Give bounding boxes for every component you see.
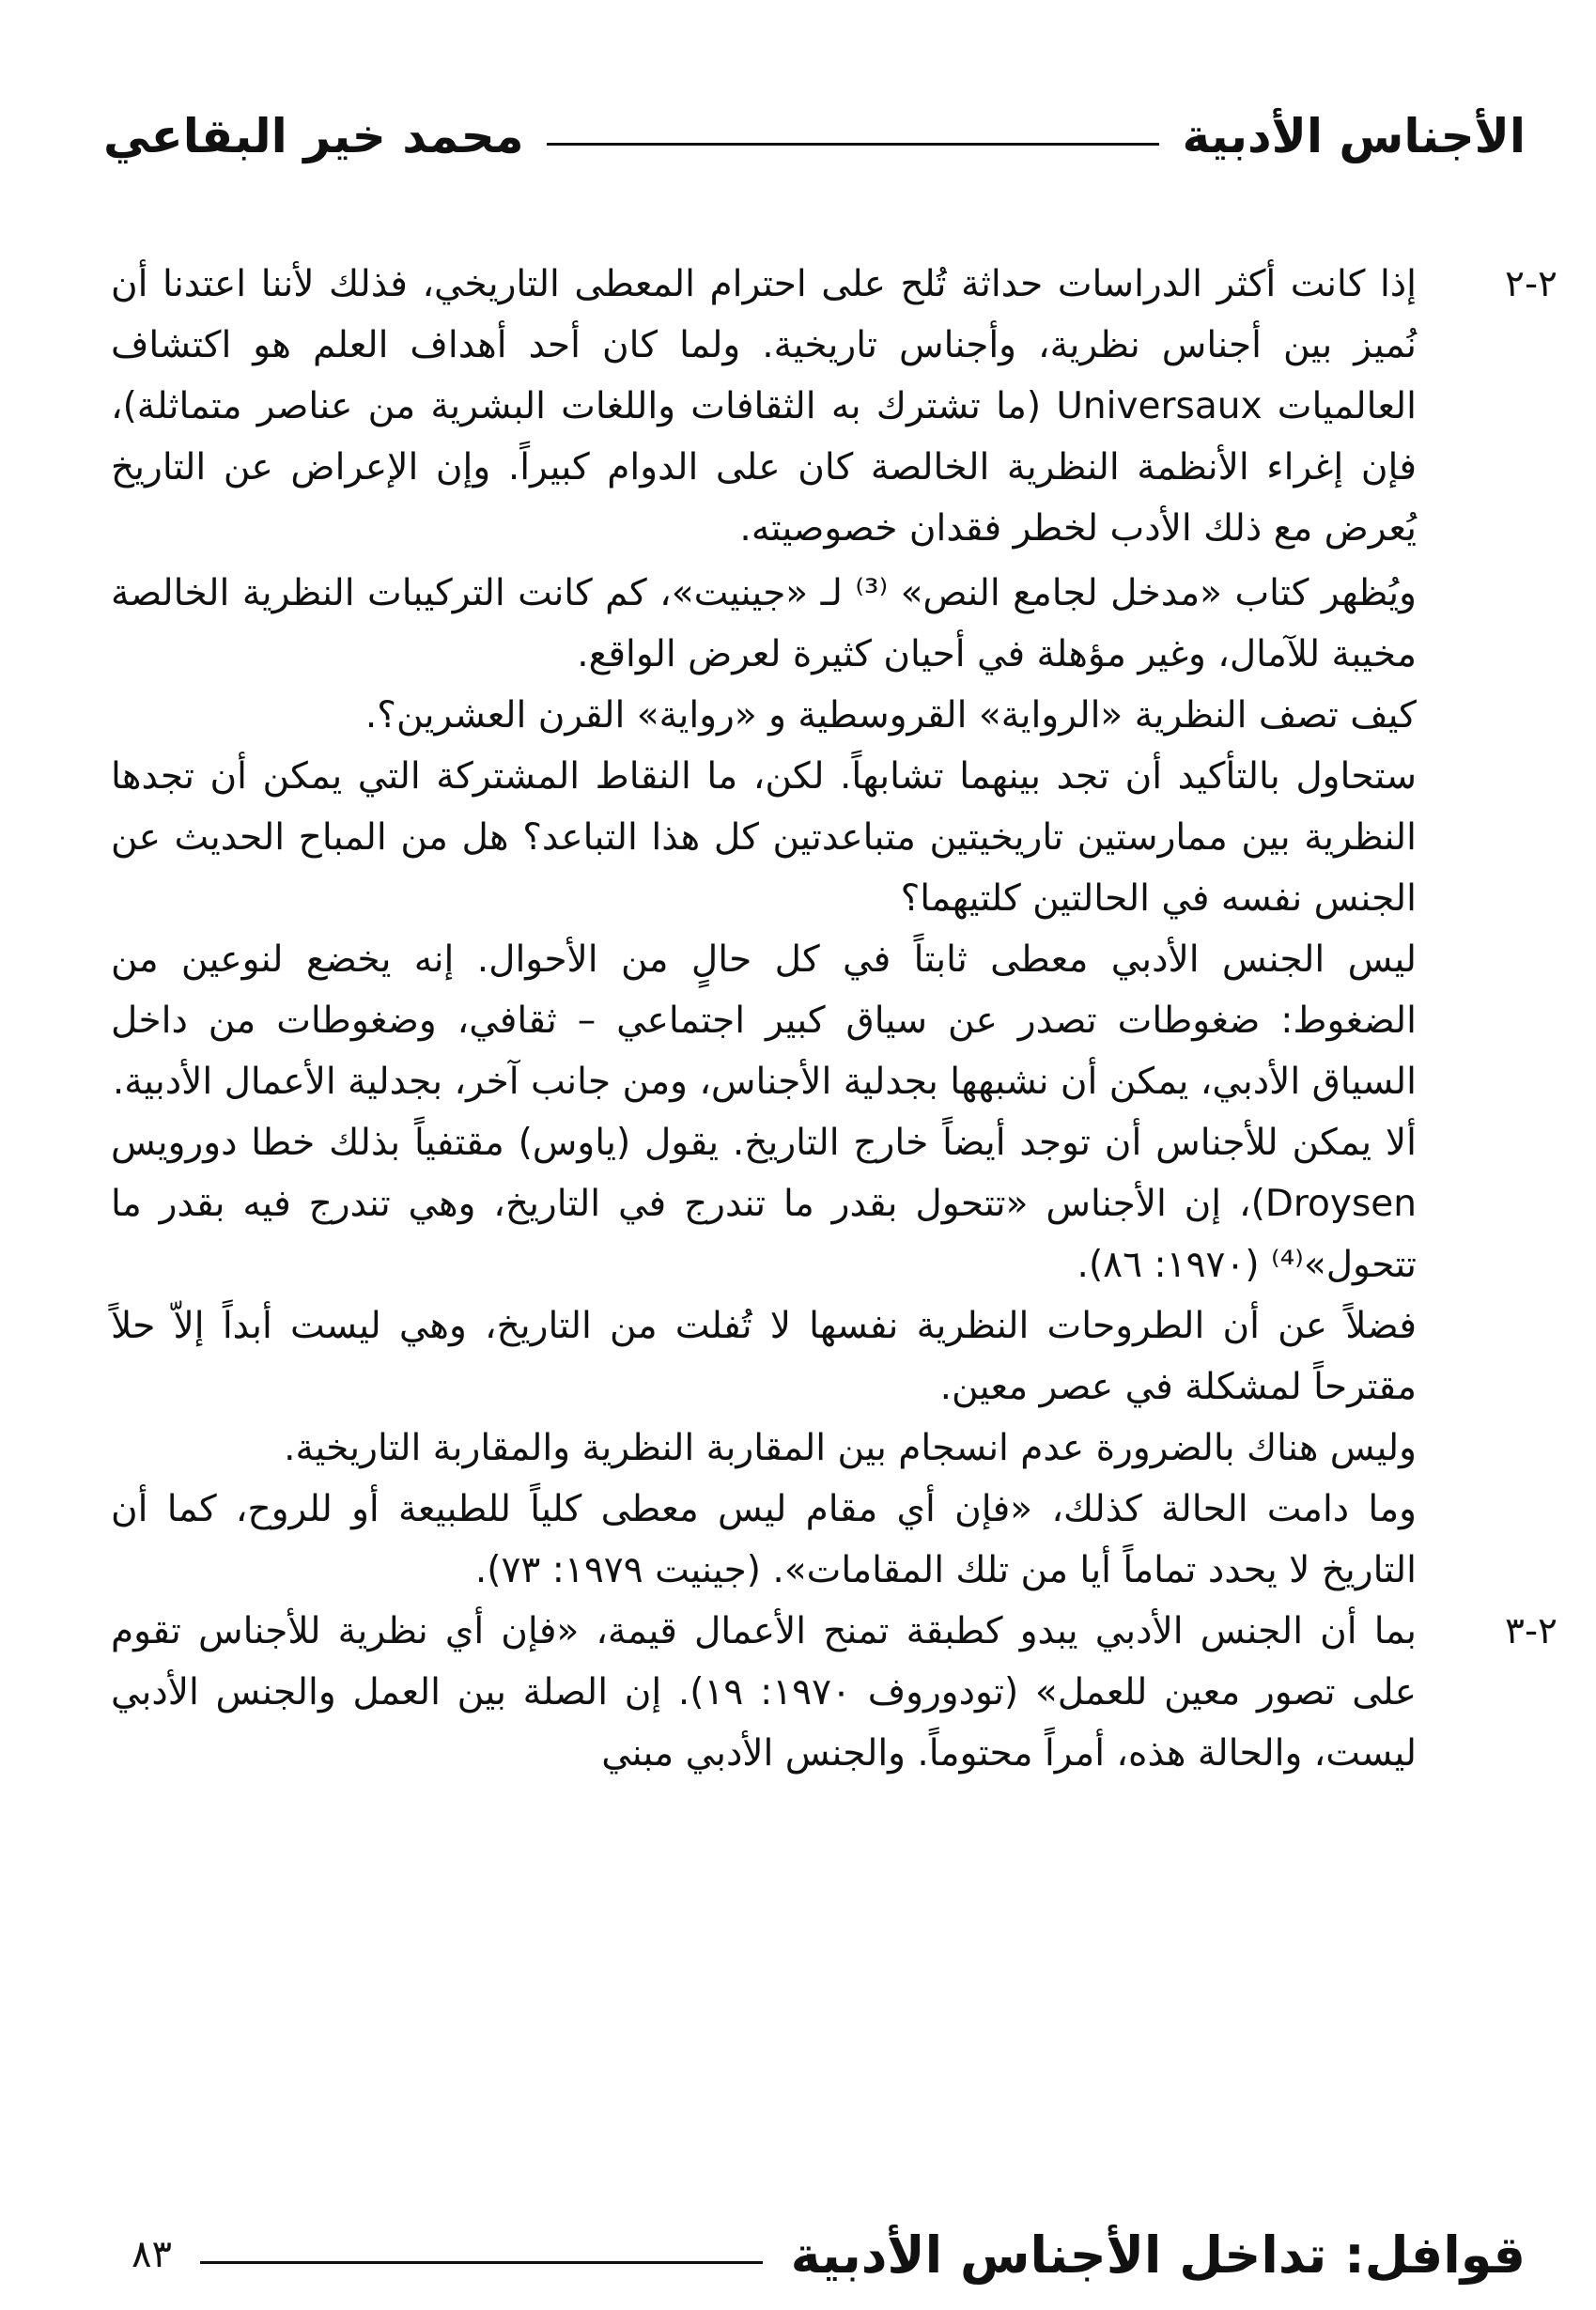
section-number: ٢-٢ [1505, 263, 1557, 305]
running-footer [132, 2222, 1526, 2287]
body-text [111, 254, 1557, 1784]
paragraph [111, 1295, 1417, 1418]
footer-title: قوافل: تداخل الأجناس الأدبية [790, 2225, 1526, 2285]
paragraph-text: ويُظهر كتاب «مدخل لجامع النص» ⁽³⁾ لـ «جينيت»، كم كانت التركيبات النظرية الخالصة مخيبة للآمال، وغير مؤهلة في أحيان كثيرة لعرض الواقع. [111, 572, 1417, 675]
section-number: ٢-٣ [1505, 1610, 1557, 1652]
paragraph-text: ليس الجنس الأدبي معطى ثابتاً في كل حالٍ من الأحوال. إنه يخضع لنوعين من الضغوط: ضغوطات تصدر عن سياق كبير اجتماعي – ثقافي، وضغوطات من داخل السياق الأدبي، يمكن أن نشبهها بجدلية الأجناس، ومن جانب آخر، بجدلية الأعمال الأدبية. [111, 938, 1417, 1103]
paragraph-text: ستحاول بالتأكيد أن تجد بينهما تشابهاً. لكن، ما النقاط المشتركة التي يمكن أن تجدها النظرية بين ممارستين تاريخيتين متباعدتين كل هذا التباعد؟ هل من المباح الحديث عن الجنس نفسه في الحالتين كلتيهما؟ [111, 755, 1417, 920]
paragraph-text: وليس هناك بالضرورة عدم انسجام بين المقاربة النظرية والمقاربة التاريخية. [284, 1427, 1417, 1469]
running-header [103, 103, 1526, 169]
paragraph-2-2 [111, 254, 1557, 559]
paragraph-2-3 [111, 1601, 1557, 1784]
header-author: محمد خير البقاعي [103, 109, 524, 163]
paragraph [111, 1418, 1417, 1479]
paragraph [111, 563, 1417, 685]
paragraph-text: ألا يمكن للأجناس أن توجد أيضاً خارج التاريخ. يقول (ياوس) مقتفياً بذلك خطا دورويس Droysen)، إن الأجناس «تتحول بقدر ما تندرج في التاريخ، وهي تندرج فيه بقدر ما تتحول»⁽⁴⁾ (١٩٧٠: ٨٦). [111, 1122, 1417, 1286]
paragraph [111, 1479, 1417, 1601]
paragraph-text: كيف تصف النظرية «الرواية» القروسطية و «رواية» القرن العشرين؟. [364, 694, 1417, 736]
paragraph-text: إذا كانت أكثر الدراسات حداثة تُلح على احترام المعطى التاريخي، فذلك لأننا اعتدنا أن نُميز بين أجناس نظرية، وأجناس تاريخية. ولما كان أحد أهداف العلم هو اكتشاف العالميات Universaux (ما تشترك به الثقافات واللغات البشرية من عناصر متماثلة)، فإن إغراء الأنظمة النظرية الخالصة كان على الدوام كبيراً. وإن الإعراض عن التاريخ يُعرض مع ذلك الأدب لخطر فقدان خصوصيته. [111, 263, 1417, 550]
paragraph-text: فضلاً عن أن الطروحات النظرية نفسها لا تُفلت من التاريخ، وهي ليست أبداً إلاّ حلاً مقترحاً لمشكلة في عصر معين. [111, 1305, 1417, 1408]
paragraph [111, 929, 1417, 1112]
paragraph [111, 746, 1417, 929]
paragraph [111, 1112, 1417, 1295]
header-title: الأجناس الأدبية [1182, 109, 1526, 163]
footer-rule [200, 2261, 763, 2264]
page-number: ٨٣ [132, 2233, 172, 2276]
header-rule [547, 143, 1160, 146]
paragraph [111, 685, 1417, 746]
paragraph-text: بما أن الجنس الأدبي يبدو كطبقة تمنح الأعمال قيمة، «فإن أي نظرية للأجناس تقوم على تصور معين للعمل» (تودوروف ١٩٧٠: ١٩). إن الصلة بين العمل والجنس الأدبي ليست، والحالة هذه، أمراً محتوماً. والجنس الأدبي مبني [111, 1610, 1417, 1775]
paragraph-text: وما دامت الحالة كذلك، «فإن أي مقام ليس معطى كلياً للطبيعة أو للروح، كما أن التاريخ لا يحدد تماماً أيا من تلك المقامات». (جينيت ١٩٧٩: ٧٣). [111, 1488, 1417, 1591]
